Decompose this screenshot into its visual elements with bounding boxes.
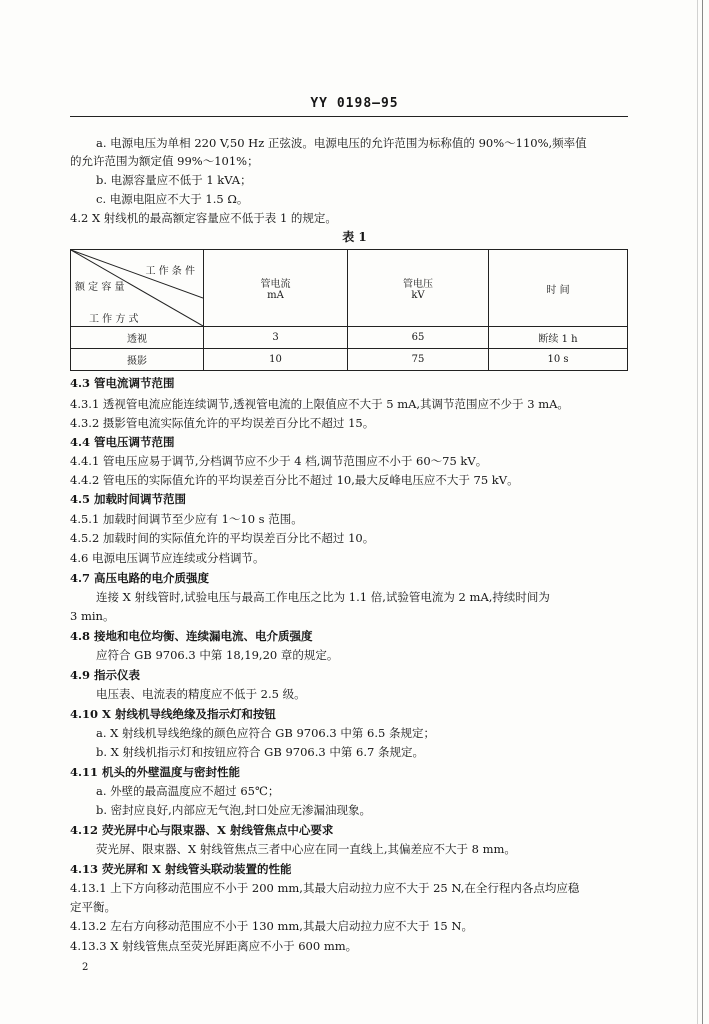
text-line: 4.4.1 管电压应易于调节,分档调节应不少于 4 档,调节范围应不小于 60～75 kV。 — [70, 454, 488, 468]
text-line: 4.4.2 管电压的实际值允许的平均误差百分比不超过 10,最大反峰电压应不大于 75 kV。 — [70, 473, 519, 487]
text-line: 4.13.2 左右方向移动范围应不小于 130 mm,其最大启动拉力应不大于 15 N。 — [70, 919, 473, 933]
standard-number: YY 0198—95 — [310, 96, 399, 111]
col-header-current: 管电流 mA — [204, 250, 348, 327]
text-line: 4.2 X 射线机的最高额定容量应不低于表 1 的规定。 — [70, 211, 337, 225]
text-line: 4.5.2 加载时间的实际值允许的平均误差百分比不超过 10。 — [70, 531, 375, 545]
section-heading: 4.4 管电压调节范围 — [70, 435, 175, 449]
scan-edge-shadow — [697, 0, 698, 1024]
section-heading: 4.13 荧光屏和 X 射线管头联动装置的性能 — [70, 862, 292, 876]
diag-label-bottom: 工 作 方 式 — [89, 314, 139, 325]
table-row: 摄影 10 75 10 s — [71, 349, 628, 371]
page-number: 2 — [82, 962, 89, 973]
table-row: 透视 3 65 断续 1 h — [71, 327, 628, 349]
text-line: 4.13.3 X 射线管焦点至荧光屏距离应不小于 600 mm。 — [70, 939, 358, 953]
text-line: b. 密封应良好,内部应无气泡,封口处应无渗漏油现象。 — [96, 803, 371, 817]
section-heading: 4.8 接地和电位均衡、连续漏电流、电介质强度 — [70, 629, 313, 643]
diag-label-mid: 额 定 容 量 — [75, 282, 125, 293]
header-rule — [70, 116, 628, 117]
text-line: 3 min。 — [70, 609, 115, 623]
rating-table — [70, 249, 628, 371]
text-line: 应符合 GB 9706.3 中第 18,19,20 章的规定。 — [96, 648, 339, 662]
section-heading: 4.9 指示仪表 — [70, 668, 141, 682]
text-line: b. X 射线机指示灯和按钮应符合 GB 9706.3 中第 6.7 条规定。 — [96, 745, 424, 759]
text-line: 4.5.1 加载时间调节至少应有 1～10 s 范围。 — [70, 512, 303, 526]
col-header-voltage: 管电压 kV — [348, 250, 489, 327]
text-line: 电压表、电流表的精度应不低于 2.5 级。 — [96, 687, 306, 701]
diagonal-header-cell — [71, 250, 204, 327]
text-line: a. 外壁的最高温度应不超过 65℃； — [96, 784, 280, 798]
section-heading: 4.7 高压电路的电介质强度 — [70, 571, 210, 585]
text-line: a. 电源电压为单相 220 V,50 Hz 正弦波。电源电压的允许范围为标称值的 90%～110%,频率值 — [96, 136, 587, 150]
text-line: 荧光屏、限束器、X 射线管焦点三者中心应在同一直线上,其偏差应不大于 8 mm。 — [96, 842, 516, 856]
text-line: 的允许范围为额定值 99%～101%； — [70, 154, 259, 168]
section-heading: 4.5 加载时间调节范围 — [70, 492, 187, 506]
section-heading: 4.3 管电流调节范围 — [70, 376, 175, 390]
text-line: 4.3.1 透视管电流应能连续调节,透视管电流的上限值应不大于 5 mA,其调节范围应不少于 3 mA。 — [70, 397, 569, 411]
text-line: 4.3.2 摄影管电流实际值允许的平均误差百分比不超过 15。 — [70, 416, 375, 430]
section-heading: 4.12 荧光屏中心与限束器、X 射线管焦点中心要求 — [70, 823, 334, 837]
text-line: 连接 X 射线管时,试验电压与最高工作电压之比为 1.1 倍,试验管电流为 2 mA,持续时间为 — [96, 590, 550, 604]
text-line: 4.13.1 上下方向移动范围应不小于 200 mm,其最大启动拉力应不大于 25 N,在全行程内各点均应稳 — [70, 881, 580, 895]
section-heading: 4.11 机头的外壁温度与密封性能 — [70, 765, 241, 779]
text-line: c. 电源电阻应不大于 1.5 Ω。 — [96, 192, 249, 206]
scan-edge-line — [702, 0, 703, 1024]
section-heading: 4.10 X 射线机导线绝缘及指示灯和按钮 — [70, 707, 276, 721]
diag-label-top: 工 作 条 件 — [145, 266, 195, 277]
col-header-time: 时 间 — [489, 250, 628, 327]
text-line: 4.6 电源电压调节应连续或分档调节。 — [70, 551, 265, 565]
text-line: a. X 射线机导线绝缘的颜色应符合 GB 9706.3 中第 6.5 条规定； — [96, 726, 435, 740]
text-line: 定平衡。 — [70, 900, 116, 914]
text-line: b. 电源容量应不低于 1 kVA； — [96, 173, 252, 187]
table-caption: 表 1 — [342, 230, 367, 244]
